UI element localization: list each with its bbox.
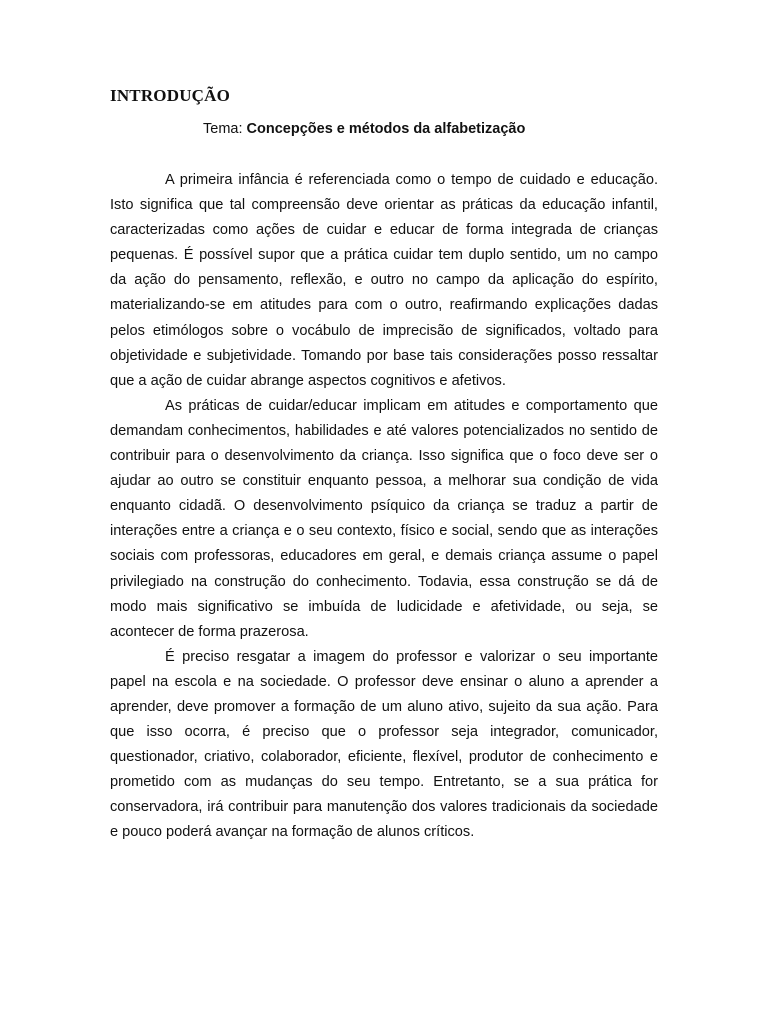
body-text <box>110 168 658 846</box>
paragraph-3: É preciso resgatar a imagem do professor e valorizar o seu importante papel na escola e na sociedade. O professor deve ensinar o aluno a aprender a aprender, deve promover a formação de um aluno ativo, sujeito da sua ação. Para que isso ocorra, é preciso que o professor seja integrador, comunicador, questionador, criativo, colaborador, eficiente, flexível, produtor de conhecimento e prometido com as mudanças do seu tempo. Entretanto, se a sua prática for conservadora, irá contribuir para manutenção dos valores tradicionais da sociedade e pouco poderá avançar na formação de alunos críticos. <box>110 648 658 841</box>
theme-line <box>203 121 525 137</box>
theme-label: Tema: <box>203 121 243 137</box>
paragraph-2: As práticas de cuidar/educar implicam em atitudes e comportamento que demandam conhecimentos, habilidades e até valores potencializados no sentido de contribuir para o desenvolvimento da criança. Isso significa que o foco deve ser o ajudar ao outro se constituir enquanto pessoa, a melhorar sua condição de vida enquanto cidadã. O desenvolvimento psíquico da criança se traduz a partir de interações entre a criança e o seu contexto, físico e social, sendo que as interações sociais com professoras, educadores em geral, e demais criança assume o papel privilegiado na construção do conhecimento. Todavia, essa construção se dá de modo mais significativo se imbuída de ludicidade e afetividade, ou seja, se acontecer de forma prazerosa. <box>110 397 658 640</box>
section-heading: INTRODUÇÃO <box>110 86 231 105</box>
paragraph-1: A primeira infância é referenciada como o tempo de cuidado e educação. Isto significa que tal compreensão deve orientar as práticas da educação infantil, caracterizadas como ações de cuidar e educar de forma integrada de crianças pequenas. É possível supor que a prática cuidar tem duplo sentido, um no campo da ação do pensamento, reflexão, e outro no campo da aplicação do espírito, materializando-se em atitudes para com o outro, reafirmando explicações dadas pelos etimólogos sobre o vocábulo de imprecisão de significados, voltado para objetividade e subjetividade. Tomando por base tais considerações posso ressaltar que a ação de cuidar abrange aspectos cognitivos e afetivos. <box>110 172 658 389</box>
theme-title: Concepções e métodos da alfabetização <box>246 121 526 137</box>
